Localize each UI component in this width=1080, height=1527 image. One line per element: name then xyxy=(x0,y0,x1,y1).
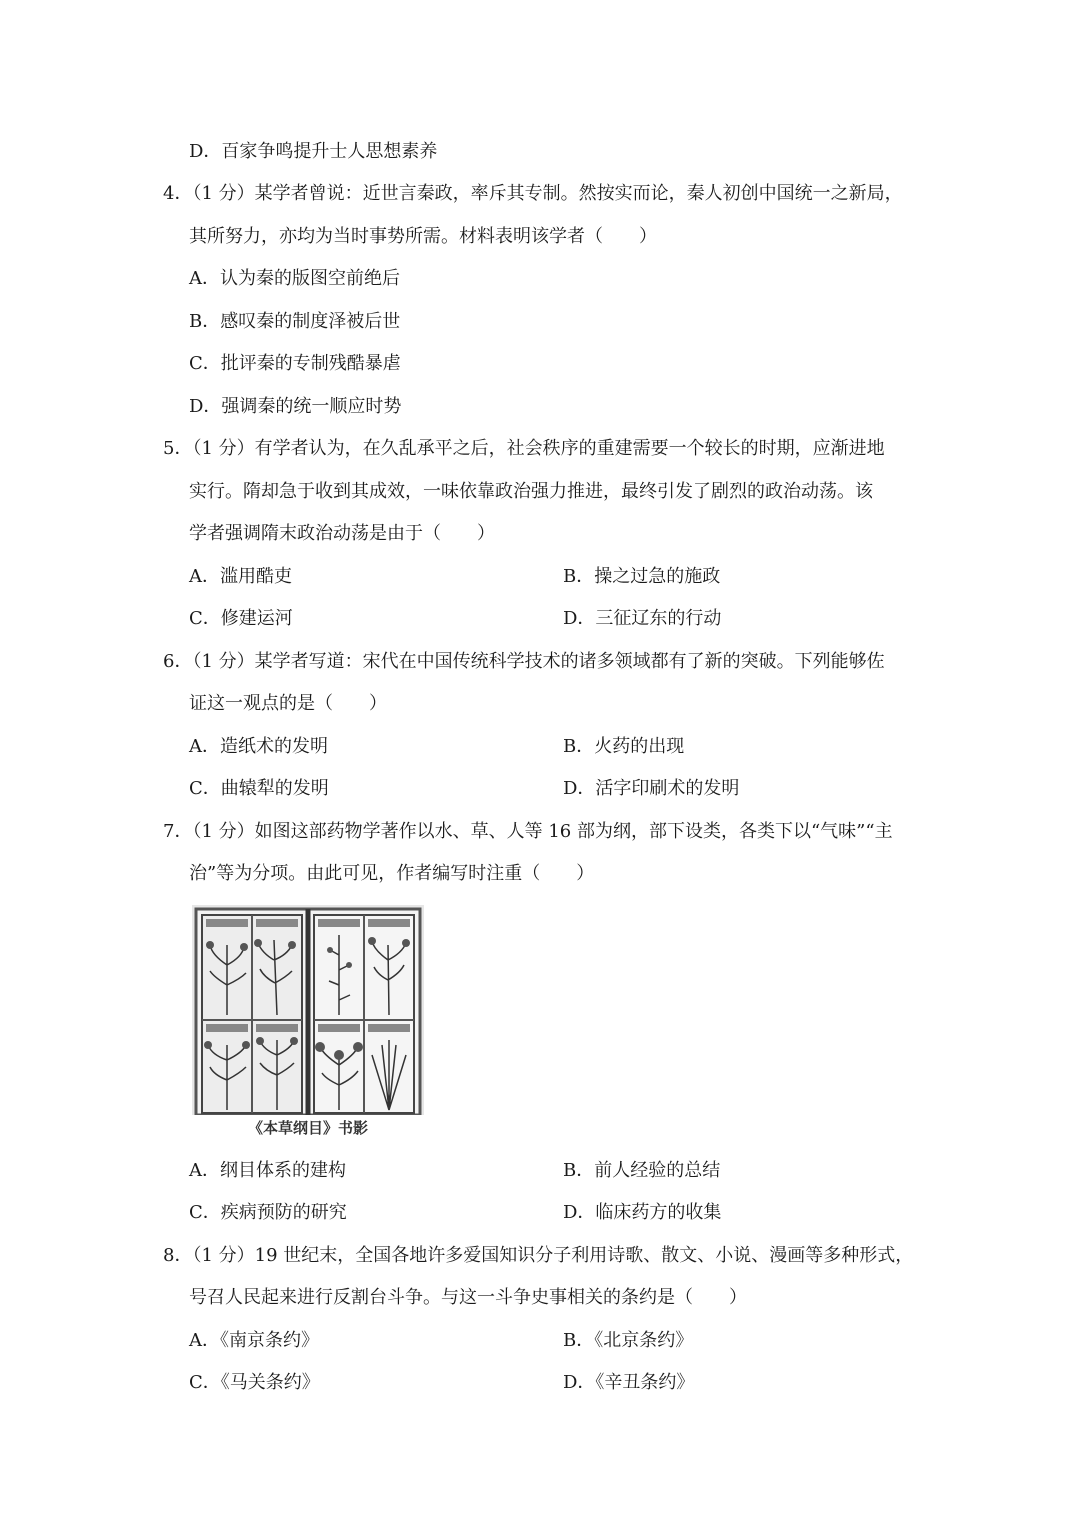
q7-option-b: B．前人经验的总结 xyxy=(563,1160,721,1181)
q8-option-c: C．《马关条约》 xyxy=(189,1372,320,1393)
q3-option-d: D．百家争鸣提升士人思想素养 xyxy=(189,141,438,162)
figure-caption: 《本草纲目》书影 xyxy=(247,1119,368,1137)
q5-option-c: C．修建运河 xyxy=(189,608,293,629)
q8-option-a: A．《南京条约》 xyxy=(189,1330,319,1351)
q6-option-c: C．曲辕犁的发明 xyxy=(189,778,329,799)
bencao-gangmu-book-image xyxy=(192,905,424,1145)
q6-option-d: D．活字印刷术的发明 xyxy=(563,778,740,799)
herbal-illustration-image xyxy=(192,905,424,1115)
q5-stem-line3: 学者强调隋末政治动荡是由于（ ） xyxy=(189,523,495,544)
q4-option-c: C．批评秦的专制残酷暴虐 xyxy=(189,353,401,374)
q8-option-b: B．《北京条约》 xyxy=(563,1330,694,1351)
q8-option-d: D．《辛丑条约》 xyxy=(563,1372,695,1393)
q7-option-d: D．临床药方的收集 xyxy=(563,1202,722,1223)
q4-stem-line1: 4．（1 分）某学者曾说：近世言秦政，率斥其专制。然按实而论，秦人初创中国统一之新局， xyxy=(163,183,903,204)
q5-option-a: A．滥用酷吏 xyxy=(189,566,292,587)
q5-option-d: D．三征辽东的行动 xyxy=(563,608,722,629)
q7-option-a: A．纲目体系的建构 xyxy=(189,1160,346,1181)
q4-option-d: D．强调秦的统一顺应时势 xyxy=(189,396,402,417)
q4-option-b: B．感叹秦的制度泽被后世 xyxy=(189,311,401,332)
q5-option-b: B．操之过急的施政 xyxy=(563,566,721,587)
q7-stem-line1: 7．（1 分）如图这部药物学著作以水、草、人等 16 部为纲，部下设类，各类下以“气味”“主 xyxy=(163,821,893,842)
q4-option-a: A．认为秦的版图空前绝后 xyxy=(189,268,400,289)
q7-stem-line2: 治”等为分项。由此可见，作者编写时注重（ ） xyxy=(189,863,595,884)
q6-option-a: A．造纸术的发明 xyxy=(189,736,328,757)
q6-option-b: B．火药的出现 xyxy=(563,736,685,757)
q7-option-c: C．疾病预防的研究 xyxy=(189,1202,347,1223)
q5-stem-line2: 实行。隋却急于收到其成效，一味依靠政治强力推进，最终引发了剧烈的政治动荡。该 xyxy=(189,481,873,502)
q4-stem-line2: 其所努力，亦均为当时事势所需。材料表明该学者（ ） xyxy=(189,226,657,247)
q8-stem-line1: 8．（1 分）19 世纪末，全国各地许多爱国知识分子利用诗歌、散文、小说、漫画等多种形式， xyxy=(163,1245,914,1266)
q5-stem-line1: 5．（1 分）有学者认为，在久乱承平之后，社会秩序的重建需要一个较长的时期，应渐进地 xyxy=(163,438,885,459)
q6-stem-line1: 6．（1 分）某学者写道：宋代在中国传统科学技术的诸多领域都有了新的突破。下列能够佐 xyxy=(163,651,885,672)
q6-stem-line2: 证这一观点的是（ ） xyxy=(189,693,387,714)
q8-stem-line2: 号召人民起来进行反割台斗争。与这一斗争史事相关的条约是（ ） xyxy=(189,1287,747,1308)
